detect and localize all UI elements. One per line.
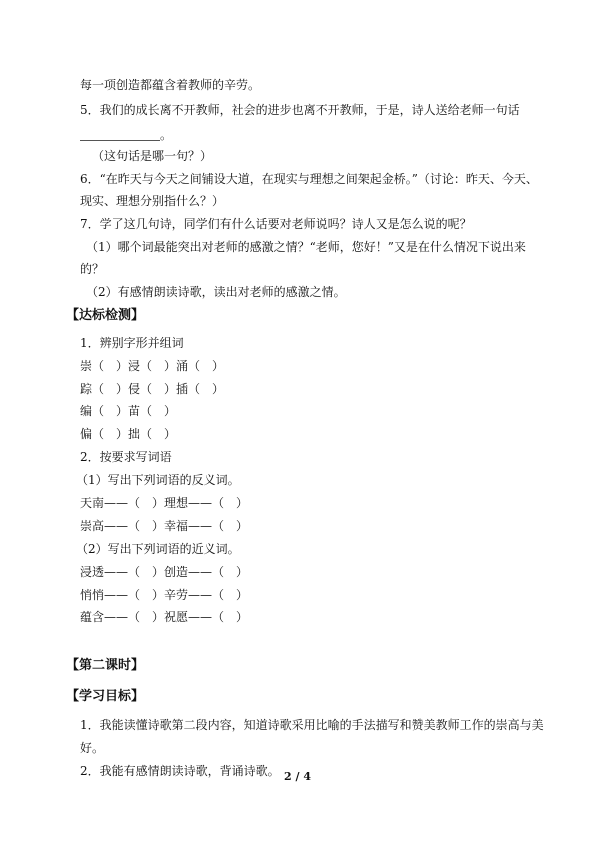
exercise-row: 崇高——（ ）幸福——（ ） — [80, 519, 249, 533]
section-heading: 【达标检测】 — [66, 308, 145, 323]
sub-exercise: （1）写出下列词语的反义词。 — [76, 473, 240, 487]
text-line: 现实、理想分别指什么？） — [80, 194, 225, 208]
exercise-row: 编（ ）苗（ ） — [80, 404, 177, 418]
exercise-row: 天南——（ ）理想——（ ） — [80, 496, 249, 510]
sub-exercise: （2）写出下列词语的近义词。 — [76, 542, 240, 556]
text-punctuation: 。 — [160, 128, 173, 142]
text-line: （这句话是哪一句？） — [92, 149, 213, 163]
sub-question-2: （2）有感情朗读诗歌，读出对老师的感激之情。 — [86, 285, 346, 299]
exercise-row: 偏（ ）拙（ ） — [80, 427, 177, 441]
section-heading: 【学习目标】 — [66, 689, 145, 704]
section-heading: 【第二课时】 — [66, 658, 145, 673]
text-line: 好。 — [80, 741, 105, 755]
exercise-row: 崇（ ）浸（ ）涌（ ） — [80, 359, 225, 373]
exercise-row: 踪（ ）侵（ ）插（ ） — [80, 382, 225, 396]
exercise-row: 悄悄——（ ）辛劳——（ ） — [80, 588, 249, 602]
sub-question-1: （1）哪个词最能突出对老师的感激之情？“老师，您好！”又是在什么情况下说出来 — [86, 240, 526, 254]
exercise-row: 蕴含——（ ）祝愿——（ ） — [80, 610, 249, 624]
exercise-row: 浸透——（ ）创造——（ ） — [80, 565, 249, 579]
question-5: 5．我们的成长离不开教师，社会的进步也离不开教师，于是，诗人送给老师一句话 — [80, 103, 520, 117]
text-line: 的？ — [80, 262, 105, 276]
answer-blank — [80, 140, 160, 141]
question-6: 6．“在昨天与今天之间铺设大道，在现实与理想之间架起金桥。”（讨论：昨天、今天、 — [80, 172, 538, 186]
goal-1: 1．我能读懂诗歌第二段内容，知道诗歌采用比喻的手法描写和赞美教师工作的崇高与美 — [80, 718, 544, 732]
goal-2: 2．我能有感情朗读诗歌，背诵诗歌。 — [80, 764, 280, 778]
question-7: 7．学了这几句诗，同学们有什么话要对老师说吗？诗人又是怎么说的呢？ — [80, 217, 472, 231]
exercise-1: 1．辨别字形并组词 — [80, 336, 184, 350]
exercise-2: 2．按要求写词语 — [80, 450, 172, 464]
page-number: 2 / 4 — [284, 770, 311, 783]
text-line: 每一项创造都蕴含着教师的辛劳。 — [80, 78, 261, 92]
